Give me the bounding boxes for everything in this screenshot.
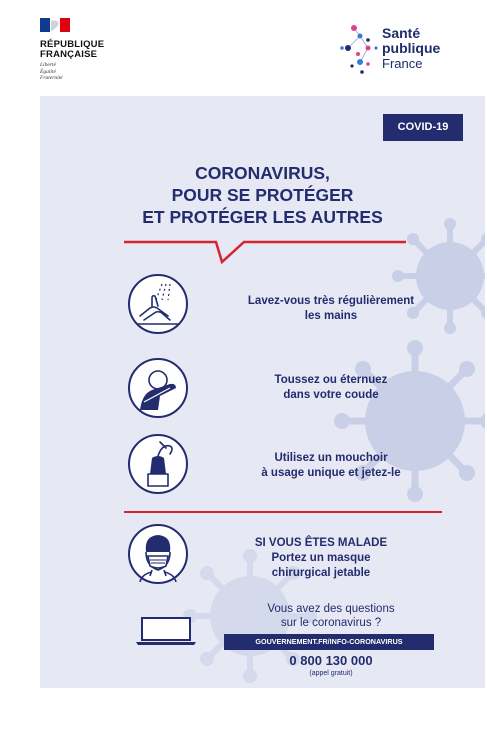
instruction-sneeze-elbow: Toussez ou éternuez dans votre coude bbox=[274, 374, 388, 401]
gov-name: RÉPUBLIQUE FRANÇAISE bbox=[40, 39, 105, 60]
sick-heading: SI VOUS ÊTES MALADE bbox=[254, 537, 388, 549]
republique-francaise-logo bbox=[40, 18, 104, 82]
questions-text: Vous avez des questions sur le coronavirus ? bbox=[267, 603, 395, 629]
poster-title: CORONAVIRUS, POUR SE PROTÉGER ET PROTÉGER LES AUTRES bbox=[142, 163, 383, 227]
handwashing-illustration bbox=[128, 274, 188, 334]
sick-instruction-line: chirurgical jetable bbox=[271, 567, 371, 579]
dots-constellation-icon bbox=[338, 18, 382, 78]
section-divider bbox=[124, 511, 442, 513]
website-link[interactable]: GOUVERNEMENT.FR/INFO-CORONAVIRUS bbox=[224, 634, 434, 650]
gov-motto: Liberté Égalité Fraternité bbox=[40, 62, 63, 81]
face-mask-icon bbox=[130, 526, 186, 582]
sneeze-elbow-icon bbox=[130, 360, 186, 416]
handwashing-icon bbox=[130, 276, 186, 332]
face-mask-illustration bbox=[128, 524, 188, 584]
marianne-flag-icon bbox=[40, 18, 70, 32]
phone-number[interactable]: 0 800 130 000 bbox=[289, 653, 373, 668]
sick-section bbox=[208, 536, 434, 581]
phone-note: (appel gratuit) bbox=[309, 670, 353, 677]
covid-poster bbox=[40, 96, 485, 688]
sick-instruction-line: Portez un masque bbox=[271, 552, 371, 564]
tissue-box-icon bbox=[130, 436, 186, 492]
agency-name: Santé publique France bbox=[382, 25, 441, 71]
instruction-wash-hands: Lavez-vous très régulièrement les mains bbox=[247, 295, 415, 322]
speech-bubble-line bbox=[124, 236, 406, 266]
covid-badge: COVID-19 bbox=[383, 114, 463, 141]
laptop-icon bbox=[134, 616, 198, 646]
tissue-illustration bbox=[128, 434, 188, 494]
instruction-tissue: Utilisez un mouchoir à usage unique et jetez-le bbox=[261, 452, 401, 479]
sante-publique-france-logo bbox=[338, 18, 458, 78]
sneeze-elbow-illustration bbox=[128, 358, 188, 418]
